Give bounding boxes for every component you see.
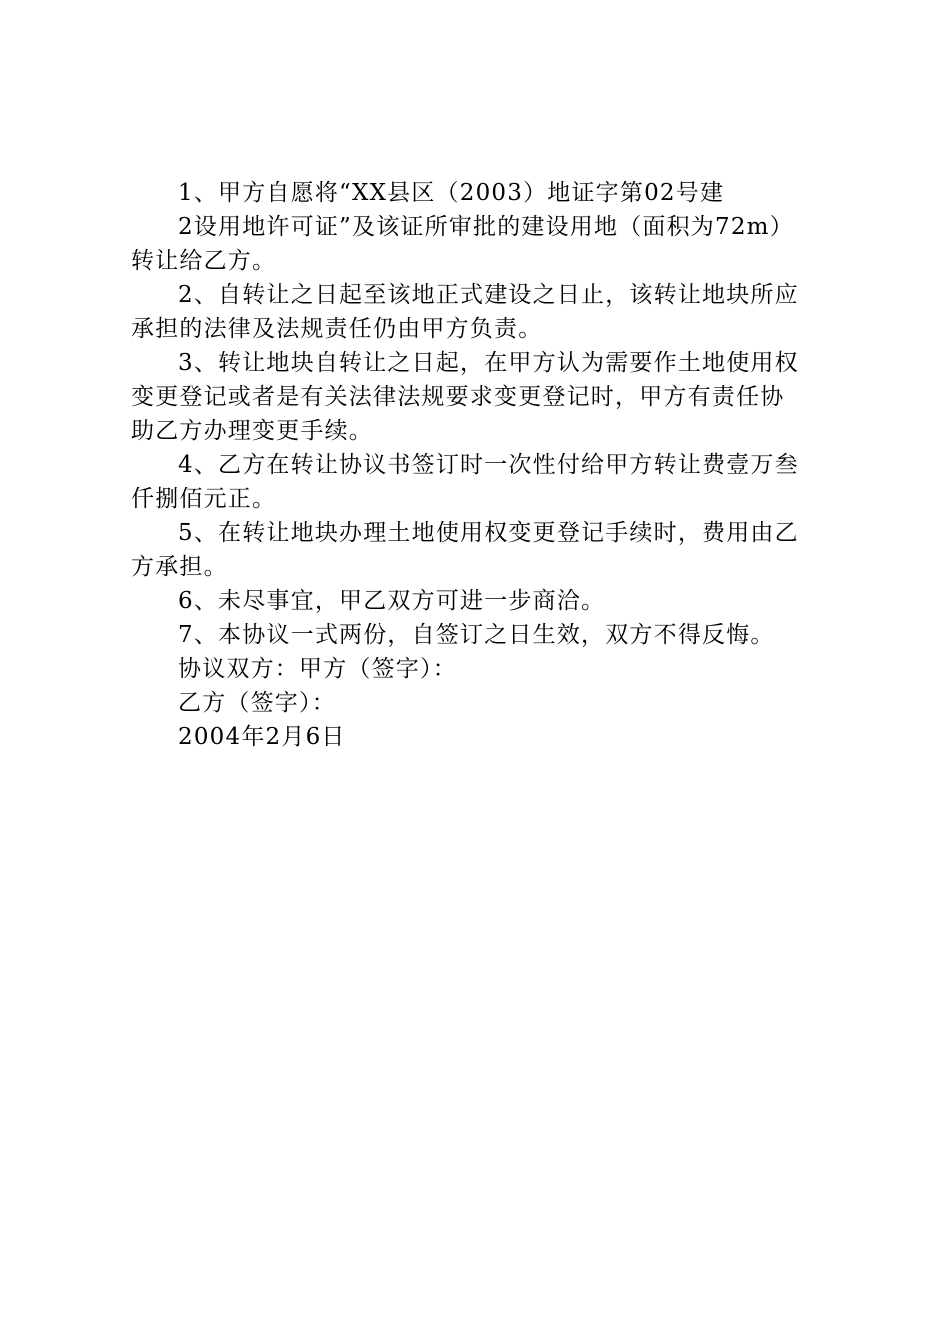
- clause-3-line-2: 变更登记或者是有关法律法规要求变更登记时，甲方有责任协: [131, 384, 785, 410]
- clause-1-line-2: 2设用地许可证”及该证所审批的建设用地（面积为72m）: [178, 214, 794, 240]
- clause-1-line-3: 转让给乙方。: [131, 248, 277, 274]
- agreement-date: 2004年2月6日: [178, 724, 346, 750]
- signature-party-a: 协议双方：甲方（签字）：: [178, 656, 457, 682]
- clause-1-line-1: 1、甲方自愿将“XX县区（2003）地证字第02号建: [178, 180, 725, 206]
- clause-5-line-1: 5、在转让地块办理土地使用权变更登记手续时，费用由乙: [178, 520, 799, 546]
- clause-3-line-3: 助乙方办理变更手续。: [131, 418, 373, 444]
- signature-party-b: 乙方（签字）：: [178, 690, 336, 716]
- clause-3-line-1: 3、转让地块自转让之日起，在甲方认为需要作土地使用权: [178, 350, 799, 376]
- clause-6: 6、未尽事宜，甲乙双方可进一步商洽。: [178, 588, 606, 614]
- clause-5-line-2: 方承担。: [131, 554, 228, 580]
- clause-7: 7、本协议一式两份，自签订之日生效，双方不得反悔。: [178, 622, 775, 648]
- clause-4-line-1: 4、乙方在转让协议书签订时一次性付给甲方转让费壹万叁: [178, 452, 799, 478]
- clause-2-line-1: 2、自转让之日起至该地正式建设之日止，该转让地块所应: [178, 282, 799, 308]
- clause-4-line-2: 仟捌佰元正。: [131, 486, 277, 512]
- document-body: [131, 176, 831, 754]
- clause-2-line-2: 承担的法律及法规责任仍由甲方负责。: [131, 316, 543, 342]
